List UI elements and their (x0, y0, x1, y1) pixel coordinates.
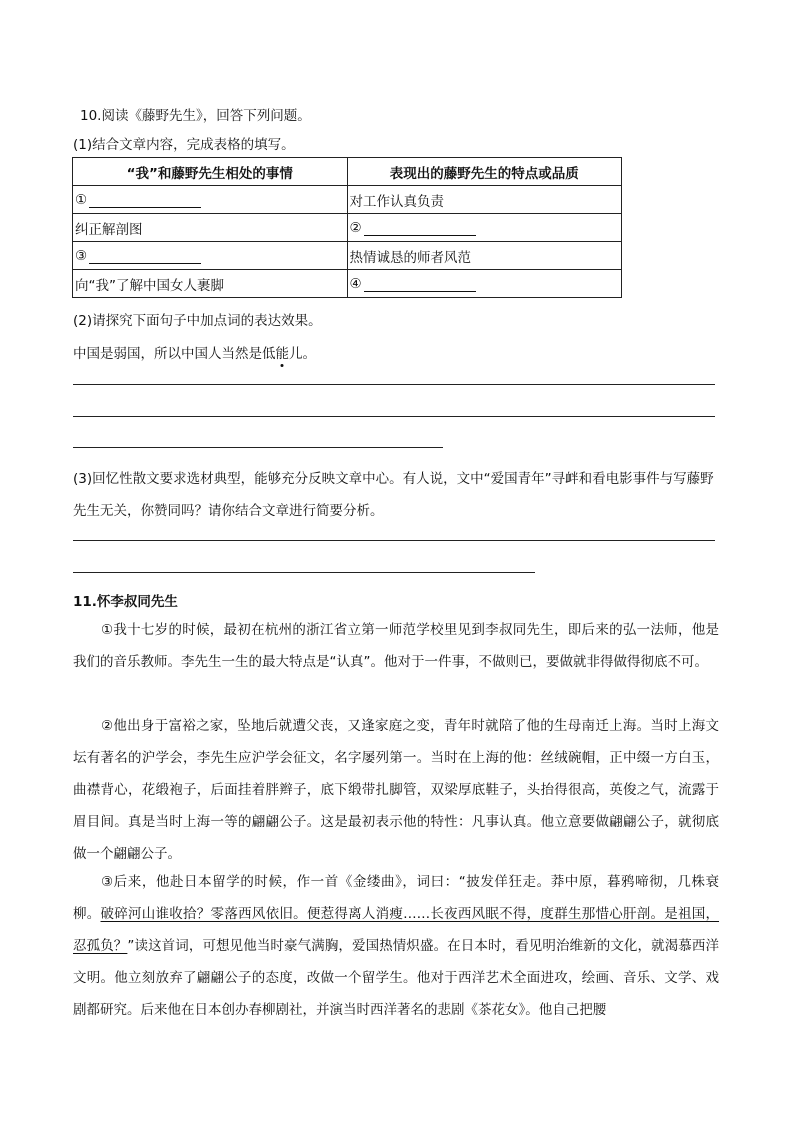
table-header-qualities: 表现出的藤野先生的特点或品质 (347, 158, 622, 186)
question-11-title: 11.怀李叔同先生 (73, 594, 178, 610)
passage-paragraph-1: ①我十七岁的时候，最初在杭州的浙江省立第一师范学校里见到李叔同先生，即后来的弘一法师，他是我们的音乐教师。李先生一生的最大特点是“认真”。他对于一件事，不做则已，要做就非得做得彻底不可。 (73, 622, 719, 670)
answer-line[interactable] (73, 416, 715, 417)
question-10-title: 10.阅读《藤野先生》，回答下列问题。 (80, 108, 311, 124)
table-cell[interactable]: ④ (347, 270, 622, 298)
example-sentence: 中国是弱国，所以中国人当然是低能儿。 (73, 346, 316, 362)
answer-blank-3[interactable] (89, 249, 201, 264)
table-header-events: “我”和藤野先生相处的事情 (73, 158, 348, 186)
question-10-part-3: (3)回忆性散文要求选材典型，能够充分反映文章中心。有人说，文中“爱国青年”寻衅和看电影事件与写藤野先生无关，你赞同吗？请你结合文章进行简要分析。 (73, 471, 714, 519)
answer-blank-1[interactable] (89, 193, 201, 208)
table-cell[interactable]: ③ (73, 242, 348, 270)
answer-table (72, 157, 622, 298)
table-cell: 向“我”了解中国女人裹脚 (73, 270, 348, 298)
answer-blank-4[interactable] (364, 277, 476, 292)
underlined-lyrics: 破碎河山谁收拾？零落西风依旧。便惹得离人消瘦……长夜西风眠不得，度群生那惜心肝剖。是祖国，忍孤负？ (73, 906, 720, 954)
answer-line[interactable] (73, 572, 535, 573)
passage-paragraph-2: ②他出身于富裕之家，坠地后就遭父丧，又逢家庭之变，青年时就陪了他的生母南迁上海。当时上海文坛有著名的沪学会，李先生应沪学会征文，名字屡列第一。当时在上海的他：丝绒碗帽，正中缀一方白玉，曲襟背心，花缎袍子，后面挂着胖辫子，底下缎带扎脚管，双梁厚底鞋子，头抬得很高，英俊之气，流露于眉目间。真是当时上海一等的翩翩公子。这是最初表示他的特性：凡事认真。他立意要做翩翩公子，就彻底做一个翩翩公子。 (73, 718, 719, 862)
answer-line[interactable] (73, 447, 443, 448)
table-row (73, 242, 622, 270)
table-cell[interactable]: ② (347, 214, 622, 242)
table-cell: 对工作认真负责 (347, 186, 622, 214)
table-header-row (73, 158, 622, 186)
question-10-part-2: (2)请探究下面句子中加点词的表达效果。 (73, 313, 322, 329)
table-cell: 热情诚恳的师者风范 (347, 242, 622, 270)
answer-line[interactable] (73, 384, 715, 385)
table-row (73, 186, 622, 214)
table-cell[interactable]: ① (73, 186, 348, 214)
table-row (73, 270, 622, 298)
table-cell: 纠正解剖图 (73, 214, 348, 242)
question-10-part-1: (1)结合文章内容，完成表格的填写。 (73, 137, 295, 153)
table-row (73, 214, 622, 242)
answer-blank-2[interactable] (364, 221, 476, 236)
dotted-word: 低能儿 (262, 346, 303, 362)
answer-line[interactable] (73, 540, 715, 541)
passage-paragraph-3: ③后来，他赴日本留学的时候，作一首《金缕曲》，词曰：“披发佯狂走。莽中原，暮鸦啼彻，几株衰柳。破碎河山谁收拾？零落西风依旧。便惹得离人消瘦……长夜西风眠不得，度群生那惜心肝剖。是祖国，忍孤负？”读这首词，可想见他当时豪气满胸，爱国热情炽盛。在日本时，看见明治维新的文化，就渴慕西洋文明。他立刻放弃了翩翩公子的态度，改做一个留学生。他对于西洋艺术全面进攻，绘画、音乐、文学、戏剧都研究。后来他在日本创办春柳剧社，并演当时西洋著名的悲剧《茶花女》。他自己把腰 (73, 874, 720, 1018)
